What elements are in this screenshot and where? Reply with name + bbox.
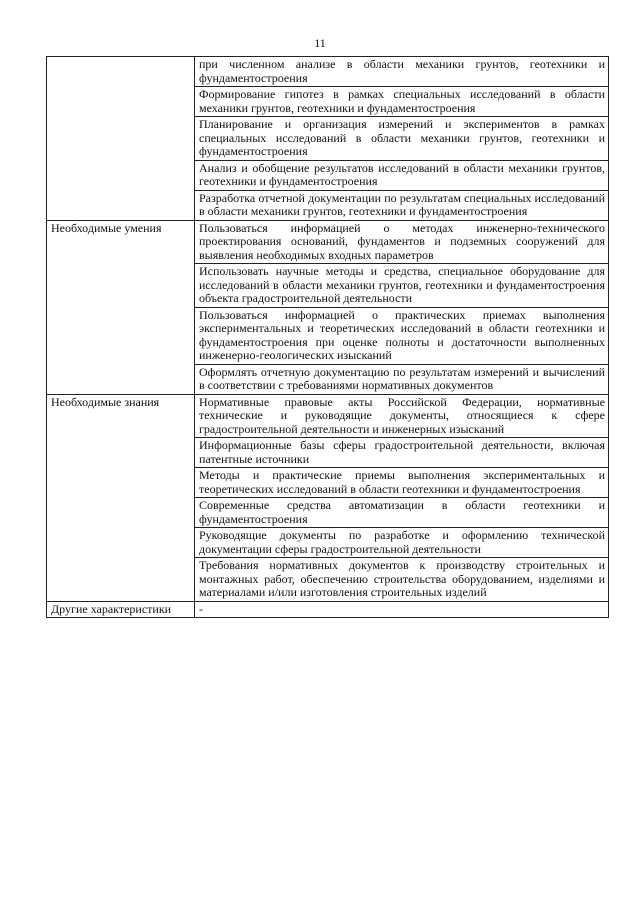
table-cell: Формирование гипотез в рамках специальных исследований в области механики грунтов, геотехники и фундаментостроения: [195, 87, 609, 117]
row-label: [47, 57, 195, 221]
table-cell: Анализ и обобщение результатов исследований в области механики грунтов, геотехники и фундаментостроения: [195, 160, 609, 190]
table-row: [47, 394, 609, 438]
table-cell: Пользоваться информацией о практических приемах выполнения экспериментальных и теоретических исследований в области геотехники и фундаментостроения при оценке полноты и достаточности выполненных инженерно-геологических изысканий: [195, 307, 609, 364]
table-row: [47, 601, 609, 618]
table-cell: Разработка отчетной документации по результатам специальных исследований в области механики грунтов, геотехники и фундаментостроения: [195, 190, 609, 220]
table-cell: Пользоваться информацией о методах инженерно-технического проектирования оснований, фундаментов и подземных сооружений для выявления необходимых входных параметров: [195, 220, 609, 264]
table-cell: Использовать научные методы и средства, специальное оборудование для исследований в области механики грунтов, геотехники и фундаментостроения объекта градостроительной деятельности: [195, 264, 609, 308]
table-cell: Руководящие документы по разработке и оформлению технической документации сферы градостроительной деятельности: [195, 528, 609, 558]
table-cell: Нормативные правовые акты Российской Федерации, нормативные технические и руководящие документы, относящиеся к сфере градостроительной деятельности и инженерных изысканий: [195, 394, 609, 438]
table-row: [47, 57, 609, 87]
table-cell: Информационные базы сферы градостроительной деятельности, включая патентные источники: [195, 438, 609, 468]
row-label: Другие характеристики: [47, 601, 195, 618]
table-cell: -: [195, 601, 609, 618]
table-cell: при численном анализе в области механики грунтов, геотехники и фундаментостроения: [195, 57, 609, 87]
row-label: Необходимые умения: [47, 220, 195, 394]
row-label: Необходимые знания: [47, 394, 195, 601]
competency-table: [46, 56, 609, 618]
table-cell: Оформлять отчетную документацию по результатам измерений и вычислений в соответствии с требованиями нормативных документов: [195, 364, 609, 394]
page-number: 11: [314, 36, 326, 50]
table-cell: Требования нормативных документов к производству строительных и монтажных работ, обеспечению строительства оборудованием, изделиями и материалами и/или изготовления строительных изделий: [195, 558, 609, 602]
table-cell: Планирование и организация измерений и экспериментов в рамках специальных исследований в области механики грунтов, геотехники и фундаментостроения: [195, 117, 609, 161]
table-row: [47, 220, 609, 264]
table-cell: Современные средства автоматизации в области геотехники и фундаментостроения: [195, 498, 609, 528]
table-cell: Методы и практические приемы выполнения экспериментальных и теоретических исследований в области геотехники и фундаментостроения: [195, 468, 609, 498]
